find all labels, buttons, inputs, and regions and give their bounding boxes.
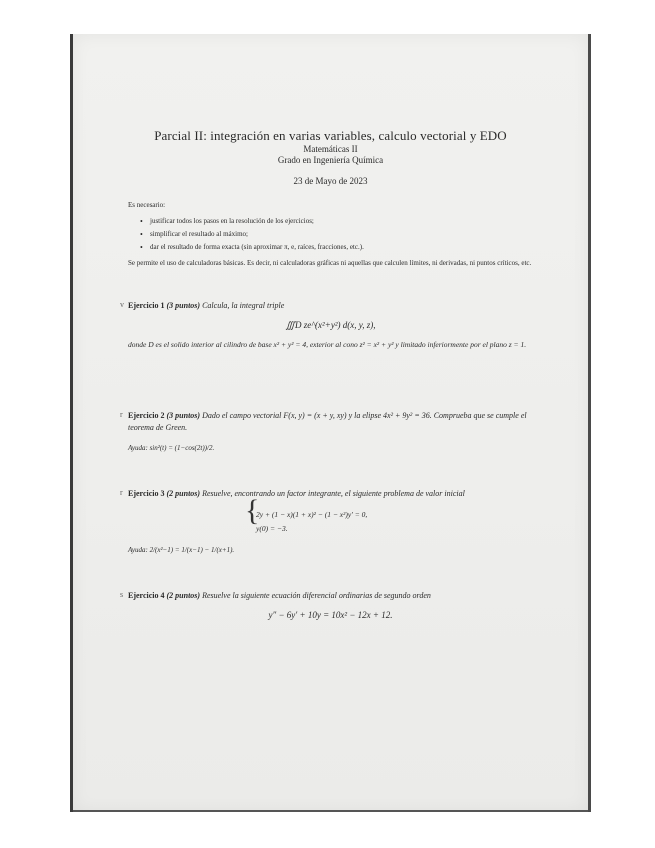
exam-title: Parcial II: integración en varias variables, calculo vectorial y EDO xyxy=(154,128,507,143)
exercise-points: (2 puntos) xyxy=(166,591,201,600)
exercise-hint: Ayuda: sin²(t) = (1−cos(2t))/2. xyxy=(128,444,215,452)
exercise-hint: Ayuda: 2/(x²−1) = 1/(x−1) − 1/(x+1). xyxy=(128,546,235,554)
instructions-list xyxy=(128,215,533,254)
instruction-item: • justificar todos los pasos en la resolución de los ejercicios; xyxy=(140,215,533,228)
calculator-policy: Se permite el uso de calculadoras básicas. Es decir, ni calculadoras gráficas ni aquellas que calculen límites, ni derivadas, ni puntos críticos, etc. xyxy=(128,259,532,267)
exercise-equation: ∭D ze^(x²+y²) d(x, y, z), xyxy=(285,320,376,330)
margin-mark: r xyxy=(120,410,123,419)
exercise-equation: y″ − 6y′ + 10y = 10x² − 12x + 12. xyxy=(268,610,393,620)
exercise-points: (2 puntos) xyxy=(166,489,201,498)
instruction-item: • dar el resultado de forma exacta (sin aproximar π, e, raíces, fracciones, etc.). xyxy=(140,241,533,254)
system-equation: { 2y + (1 − x)(1 + x)² − (1 − x²)y′ = 0, xyxy=(256,510,368,519)
exam-content xyxy=(120,128,533,620)
exercise-statement: Resuelve la siguiente ecuación diferencial ordinarias de segundo orden xyxy=(202,591,431,600)
exercise-label: Ejercicio 3 xyxy=(128,489,165,498)
initial-value-system xyxy=(248,508,533,536)
exercise-points: (3 puntos) xyxy=(166,301,201,310)
margin-mark: v xyxy=(120,300,124,309)
exercise-points: (3 puntos) xyxy=(166,411,201,420)
exercise-statement: Calcula, la integral triple xyxy=(202,301,285,310)
exam-subject: Matemáticas II xyxy=(303,144,358,154)
exam-degree: Grado en Ingeniería Química xyxy=(277,155,384,165)
exercise-label: Ejercicio 4 xyxy=(128,591,165,600)
exercise-text: donde D es el solido interior al cilindro de base x² + y² = 4, exterior al cono z² = x² + y² y limitado inferiormente por el plano z = 1. xyxy=(128,340,527,349)
exercise-statement: Resuelve, encontrando un factor integrante, el siguiente problema de valor inicial xyxy=(202,489,465,498)
exam-date: 23 de Mayo de 2023 xyxy=(293,176,368,186)
exercise-3 xyxy=(120,488,533,554)
exercise-1 xyxy=(120,300,533,351)
exercise-label: Ejercicio 1 xyxy=(128,301,165,310)
system-initial-condition: y(0) = −3. xyxy=(256,524,288,533)
exercise-4 xyxy=(120,590,533,628)
exercise-label: Ejercicio 2 xyxy=(128,411,165,420)
margin-mark: r xyxy=(120,488,123,497)
margin-mark: s xyxy=(120,590,124,599)
instructions-lead: Es necesario: xyxy=(128,201,166,209)
instruction-item: • simplificar el resultado al máximo; xyxy=(140,228,533,241)
exercise-statement: Dado el campo vectorial F(x, y) = (x + y, xy) y la elipse 4x² + 9y² = 36. Comprueba que se cumple el teorema de Green. xyxy=(128,411,527,432)
exercise-2 xyxy=(120,410,533,452)
